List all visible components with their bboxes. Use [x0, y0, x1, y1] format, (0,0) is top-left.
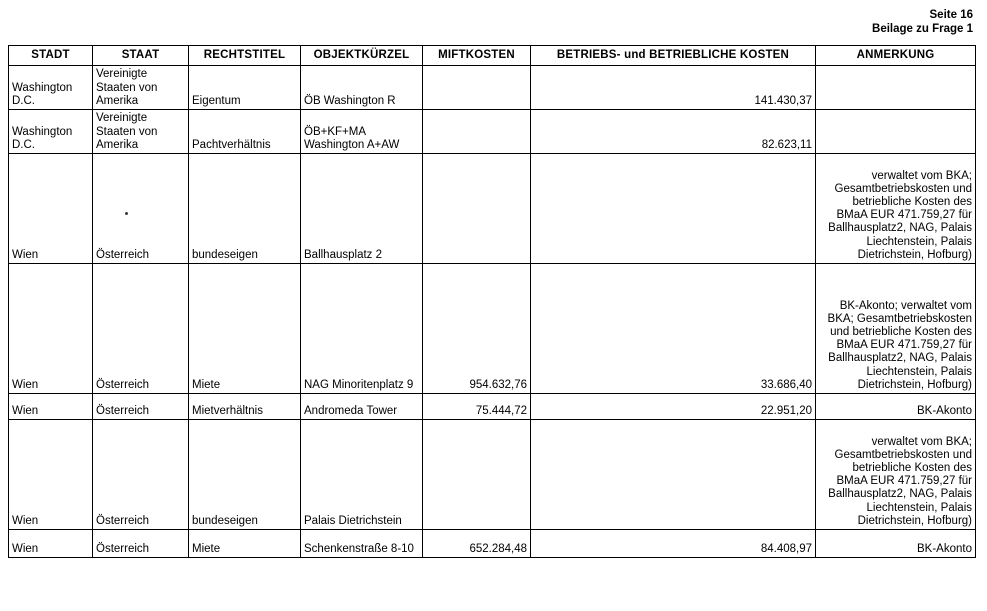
cell-staat: Österreich [93, 420, 189, 530]
cell-objektkuerzel: Palais Dietrichstein [301, 420, 423, 530]
cell-stadt: Wien [9, 154, 93, 264]
table-row [9, 420, 976, 530]
cell-stadt: Washington D.C. [9, 110, 93, 154]
column-header-staat: STAAT [93, 46, 189, 66]
cell-stadt: Wien [9, 530, 93, 558]
table-row [9, 154, 976, 264]
table-header-row [9, 46, 976, 66]
cell-betriebskosten: 141.430,37 [531, 66, 816, 110]
cell-mietkosten: 652.284,48 [423, 530, 531, 558]
column-header-betriebskosten: BETRIEBS- und BETRIEBLICHE KOSTEN [531, 46, 816, 66]
cell-anmerkung: verwaltet vom BKA; Gesamtbetriebskosten und betriebliche Kosten des BMaA EUR 471.759,27 für Ballhausplatz2, NAG, Palais Liechtenstein, Palais Dietrichstein, Hofburg) [816, 420, 976, 530]
table-row [9, 530, 976, 558]
cell-objektkuerzel: Schenkenstraße 8-10 [301, 530, 423, 558]
cell-objektkuerzel: ÖB Washington R [301, 66, 423, 110]
cell-anmerkung: BK-Akonto [816, 530, 976, 558]
cell-mietkosten [423, 154, 531, 264]
cell-mietkosten: 954.632,76 [423, 264, 531, 394]
property-costs-table [8, 45, 976, 558]
column-header-objektkuerzel: OBJEKTKÜRZEL [301, 46, 423, 66]
cell-stadt: Wien [9, 394, 93, 420]
cell-objektkuerzel: Andromeda Tower [301, 394, 423, 420]
column-header-stadt: STADT [9, 46, 93, 66]
table-row [9, 110, 976, 154]
cell-staat: Österreich [93, 264, 189, 394]
attachment-label: Beilage zu Frage 1 [872, 23, 973, 35]
cell-mietkosten [423, 110, 531, 154]
table-row [9, 394, 976, 420]
cell-anmerkung [816, 110, 976, 154]
cell-rechtstitel: Mietverhältnis [189, 394, 301, 420]
cell-stadt: Wien [9, 420, 93, 530]
table-body [9, 66, 976, 558]
cell-anmerkung: BK-Akonto; verwaltet vom BKA; Gesamtbetriebskosten und betriebliche Kosten des BMaA EUR 471.759,27 für Ballhausplatz2, NAG, Palais Liechtenstein, Palais Dietrichstein, Hofburg) [816, 264, 976, 394]
cell-betriebskosten: 33.686,40 [531, 264, 816, 394]
table-container [0, 45, 987, 558]
cell-rechtstitel: Eigentum [189, 66, 301, 110]
column-header-anmerkung: ANMERKUNG [816, 46, 976, 66]
scan-speck [125, 212, 128, 215]
cell-betriebskosten [531, 420, 816, 530]
cell-staat: Österreich [93, 394, 189, 420]
cell-rechtstitel: Miete [189, 530, 301, 558]
cell-mietkosten: 75.444,72 [423, 394, 531, 420]
cell-objektkuerzel: ÖB+KF+MA Washington A+AW [301, 110, 423, 154]
table-row [9, 66, 976, 110]
cell-rechtstitel: bundeseigen [189, 154, 301, 264]
cell-objektkuerzel: Ballhausplatz 2 [301, 154, 423, 264]
cell-betriebskosten [531, 154, 816, 264]
cell-staat: Österreich [93, 154, 189, 264]
cell-rechtstitel: Pachtverhältnis [189, 110, 301, 154]
cell-staat: Vereinigte Staaten von Amerika [93, 66, 189, 110]
cell-objektkuerzel: NAG Minoritenplatz 9 [301, 264, 423, 394]
cell-betriebskosten: 84.408,97 [531, 530, 816, 558]
cell-betriebskosten: 22.951,20 [531, 394, 816, 420]
page-number-label: Seite 16 [929, 9, 973, 21]
cell-mietkosten [423, 66, 531, 110]
column-header-rechtstitel: RECHTSTITEL [189, 46, 301, 66]
cell-stadt: Washington D.C. [9, 66, 93, 110]
cell-rechtstitel: bundeseigen [189, 420, 301, 530]
cell-staat: Österreich [93, 530, 189, 558]
cell-anmerkung: verwaltet vom BKA; Gesamtbetriebskosten und betriebliche Kosten des BMaA EUR 471.759,27 für Ballhausplatz2, NAG, Palais Liechtenstein, Palais Dietrichstein, Hofburg) [816, 154, 976, 264]
table-row [9, 264, 976, 394]
cell-mietkosten [423, 420, 531, 530]
cell-rechtstitel: Miete [189, 264, 301, 394]
cell-betriebskosten: 82.623,11 [531, 110, 816, 154]
cell-stadt: Wien [9, 264, 93, 394]
cell-anmerkung: BK-Akonto [816, 394, 976, 420]
page-header [0, 0, 987, 36]
cell-staat: Vereinigte Staaten von Amerika [93, 110, 189, 154]
cell-anmerkung [816, 66, 976, 110]
column-header-mietkosten: MIFTKOSTEN [423, 46, 531, 66]
